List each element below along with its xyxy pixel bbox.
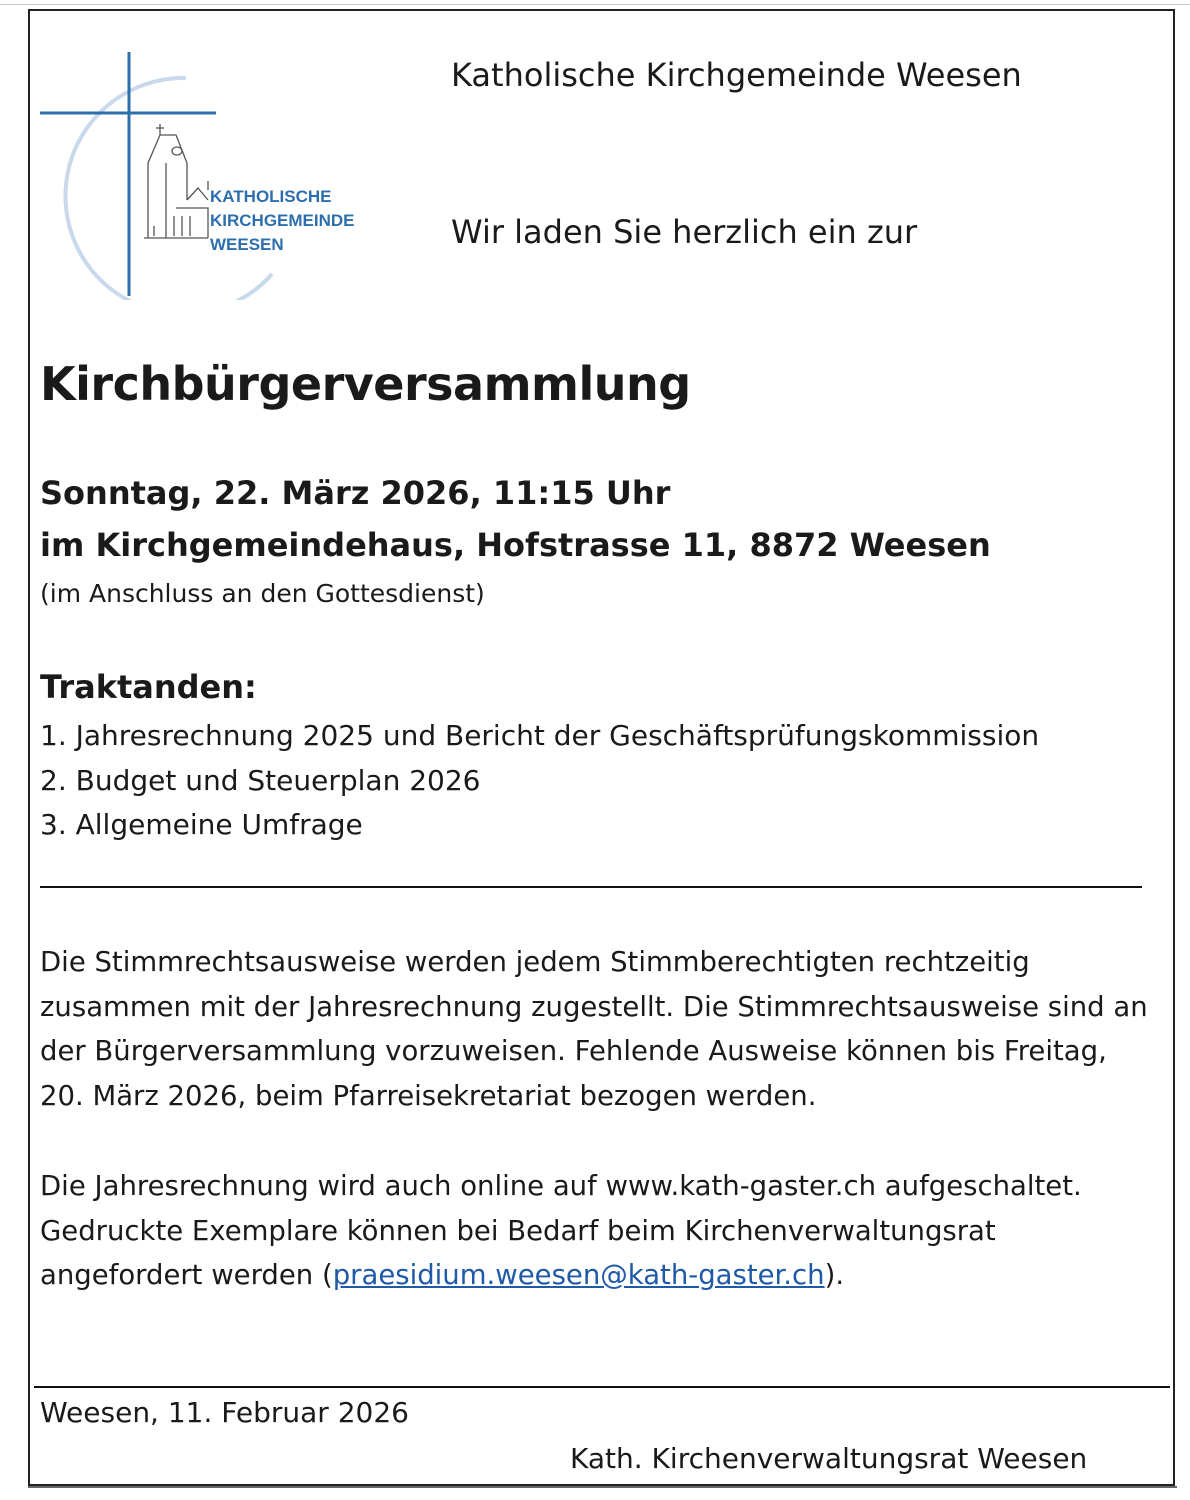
- organization-name: Katholische Kirchgemeinde Weesen: [451, 56, 1022, 94]
- agenda-item: 3. Allgemeine Umfrage: [40, 808, 363, 841]
- logo-text-line3: WEESEN: [210, 235, 284, 254]
- annual-report-text: Die Jahresrechnung wird auch online auf www.kath-gaster.ch aufgeschaltet. Gedruckte Exemplare können bei Bedarf beim Kirchenverwaltungsrat angefordert werden (: [40, 1170, 1082, 1291]
- annual-report-text-end: ).: [824, 1259, 845, 1291]
- invitation-line: Wir laden Sie herzlich ein zur: [451, 213, 918, 251]
- logo-text-line1: KATHOLISCHE: [210, 187, 332, 206]
- agenda-item: 2. Budget und Steuerplan 2026: [40, 764, 481, 797]
- page-top-rule: [0, 4, 1190, 5]
- signature: Kath. Kirchenverwaltungsrat Weesen: [570, 1442, 1088, 1475]
- annual-report-paragraph: [40, 1164, 1150, 1298]
- event-place: im Kirchgemeindehaus, Hofstrasse 11, 8872 Weesen: [40, 526, 991, 564]
- email-link[interactable]: praesidium.weesen@kath-gaster.ch: [332, 1259, 825, 1291]
- event-title: Kirchbürgerversammlung: [40, 357, 691, 411]
- agenda-item: 1. Jahresrechnung 2025 und Bericht der Geschäftsprüfungskommission: [40, 719, 1040, 752]
- voting-card-paragraph: Die Stimmrechtsausweise werden jedem Stimmberechtigten rechtzeitig zusammen mit der Jahresrechnung zugestellt. Die Stimmrechtsausweise sind an der Bürgerversammlung vorzuweisen. Fehlende Ausweise können bis Freitag, 20. März 2026, beim Pfarreisekretariat bezogen werden.: [40, 946, 1148, 1112]
- frame-bottom-edge: [28, 1486, 1177, 1488]
- agenda-heading: Traktanden:: [40, 668, 257, 706]
- event-date: Sonntag, 22. März 2026, 11:15 Uhr: [40, 474, 671, 512]
- section-divider: [40, 886, 1142, 888]
- church-drawing-icon: [144, 124, 208, 238]
- place-and-date: Weesen, 11. Februar 2026: [40, 1396, 409, 1429]
- footer-divider: [34, 1386, 1170, 1388]
- church-logo: [36, 38, 376, 300]
- event-note: (im Anschluss an den Gottesdienst): [40, 579, 485, 608]
- logo-text-line2: KIRCHGEMEINDE: [210, 211, 355, 230]
